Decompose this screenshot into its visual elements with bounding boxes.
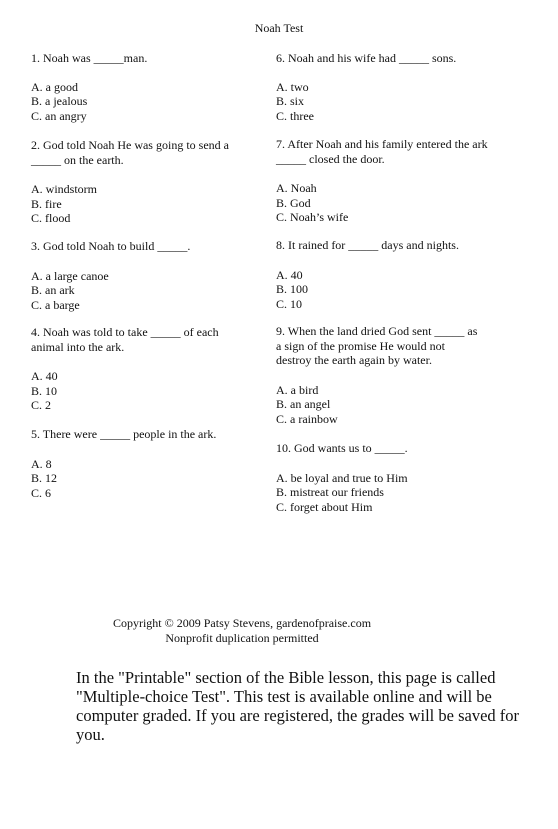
answer-option: A. a good (31, 79, 78, 94)
copyright-line: Copyright © 2009 Patsy Stevens, gardenofpraise.com (112, 616, 372, 630)
question-text: 8. It rained for _____ days and nights. (276, 238, 459, 252)
question-block (31, 239, 281, 325)
answer-option: A. two (276, 79, 309, 94)
answer-option: C. forget about Him (276, 499, 373, 514)
question-text: 7. After Noah and his family entered the ark _____ closed the door. (276, 137, 488, 166)
question-text: 1. Noah was _____man. (31, 51, 148, 65)
answer-option: C. 6 (31, 485, 52, 500)
duplication-notice: Nonprofit duplication permitted (165, 631, 319, 645)
question-block (31, 427, 281, 500)
answer-option: C. flood (31, 211, 71, 225)
answer-option: B. 100 (276, 282, 309, 296)
question-text: 4. Noah was told to take _____ of each animal into the ark. (31, 325, 219, 354)
question-block (276, 324, 481, 441)
question-block (31, 325, 236, 427)
question-block (276, 238, 536, 324)
question-text: 10. God wants us to _____. (276, 441, 408, 455)
answer-option: B. mistreat our friends (276, 485, 384, 499)
answer-option: B. six (276, 94, 305, 108)
answer-option: A. 40 (276, 267, 303, 282)
answer-option: C. Noah’s wife (276, 210, 349, 224)
printable-note: In the "Printable" section of the Bible lesson, this page is called "Multiple-choice Test". This test is available online and will be computer graded. If you are registered, the grades will be saved for you. (76, 668, 520, 744)
question-text: 6. Noah and his wife had _____ sons. (276, 51, 457, 65)
right-column (276, 51, 536, 514)
question-text: 3. God told Noah to build _____. (31, 239, 191, 253)
answer-option: A. be loyal and true to Him (276, 470, 408, 485)
answer-option: B. a jealous (31, 94, 88, 108)
question-block (31, 51, 281, 138)
answer-option: A. 8 (31, 456, 52, 471)
answer-option: A. windstorm (31, 182, 97, 196)
answer-option: A. a large canoe (31, 268, 109, 283)
question-block (31, 138, 246, 239)
answer-option: B. fire (31, 196, 62, 211)
page-title: Noah Test (254, 21, 304, 35)
answer-option: A. Noah (276, 181, 317, 195)
answer-option: B. God (276, 195, 311, 210)
answer-option: C. an angry (31, 108, 87, 123)
left-column (31, 51, 281, 500)
answer-option: A. 40 (31, 369, 58, 383)
question-text: 9. When the land dried God sent _____ as a sign of the promise He would not destroy the earth again by water. (276, 324, 478, 367)
answer-option: C. a rainbow (276, 411, 338, 426)
answer-option: C. three (276, 108, 314, 123)
answer-option: B. an angel (276, 397, 331, 411)
answer-option: B. 12 (31, 471, 58, 485)
answer-option: C. 2 (31, 398, 52, 412)
answer-option: B. an ark (31, 283, 75, 297)
answer-option: B. 10 (31, 383, 58, 398)
question-text: 2. God told Noah He was going to send a _____ on the earth. (31, 138, 229, 167)
question-block (276, 137, 511, 238)
answer-option: C. 10 (276, 296, 303, 311)
question-block (276, 51, 536, 137)
answer-option: A. a bird (276, 382, 319, 397)
answer-option: C. a barge (31, 297, 80, 312)
question-block (276, 441, 536, 514)
copyright-notice (0, 616, 484, 646)
question-text: 5. There were _____ people in the ark. (31, 427, 217, 441)
